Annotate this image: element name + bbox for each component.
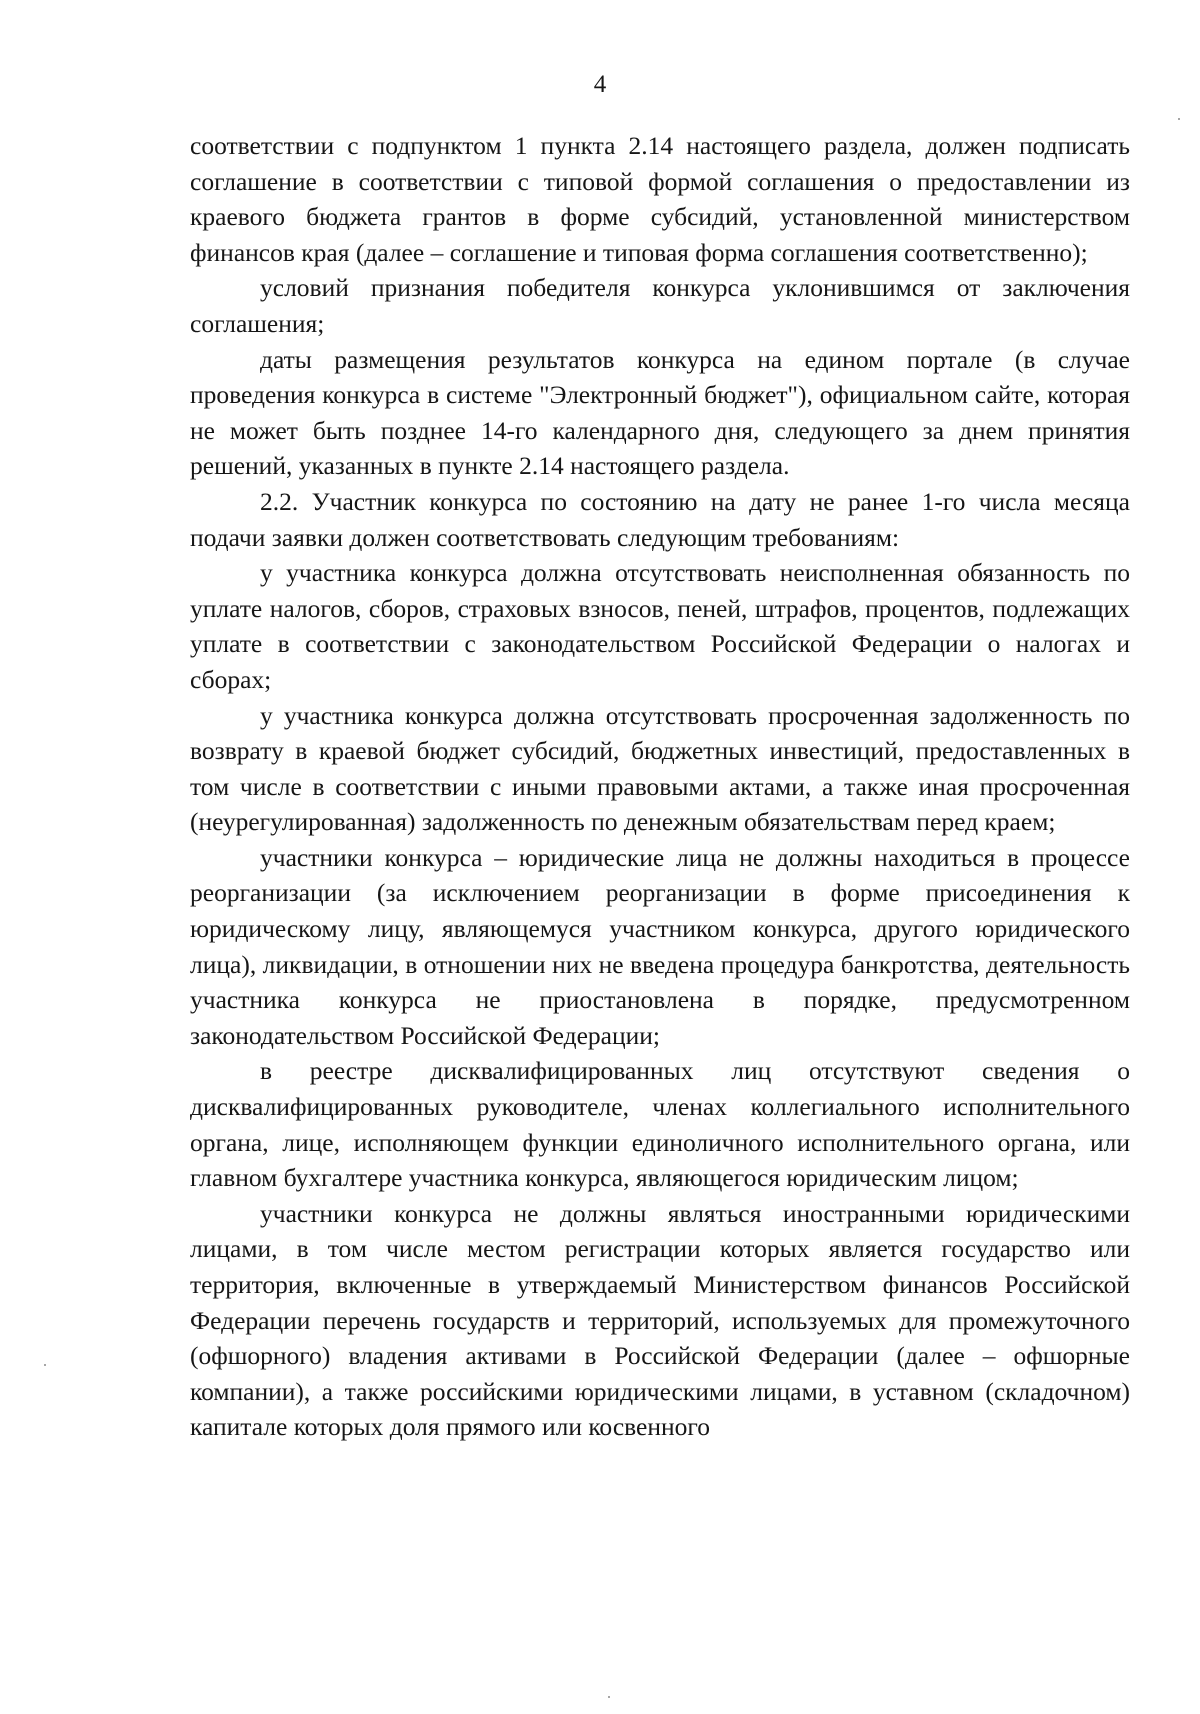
paragraph: в реестре дисквалифицированных лиц отсутствуют сведения о дисквалифицированных руководителе, членах коллегиального исполнительного органа, лице, исполняющем функции единоличного исполнительного органа, или главном бухгалтере участника конкурса, являющегося юридическим лицом;	[190, 1056, 1130, 1193]
paragraph-clause-2-2: 2.2. Участник конкурса по состоянию на дату не ранее 1-го числа месяца подачи заявки должен соответствовать следующим требованиям:	[190, 486, 1130, 552]
page-number: 4	[593, 71, 607, 98]
scan-speck	[608, 1696, 610, 1698]
paragraph: у участника конкурса должна отсутствовать просроченная задолженность по возврату в краевой бюджет субсидий, бюджетных инвестиций, предоставленных в том числе в соответствии с иными правовыми актами, а также иная просроченная (неурегулированная) задолженность по денежным обязательствам перед краем;	[190, 700, 1130, 837]
paragraph: участники конкурса – юридические лица не должны находиться в процессе реорганизации (за исключением реорганизации в форме присоединения к юридическому лицу, являющемуся участником конкурса, другого юридического лица), ликвидации, в отношении них не введена процедура банкротства, деятельность участника конкурса не приостановлена в порядке, предусмотренном законодательством Российской Федерации;	[190, 842, 1130, 1050]
scan-speck	[44, 1364, 46, 1366]
paragraph: даты размещения результатов конкурса на едином портале (в случае проведения конкурса в системе "Электронный бюджет"), официальном сайте, которая не может быть позднее 14-го календарного дня, следующего за днем принятия решений, указанных в пункте 2.14 настоящего раздела.	[190, 344, 1130, 481]
paragraph: участники конкурса не должны являться иностранными юридическими лицами, в том числе местом регистрации которых является государство или территория, включенные в утверждаемый Министерством финансов Российской Федерации перечень государств и территорий, используемых для промежуточного (офшорного) владения активами в Российской Федерации (далее – офшорные компании), а также российскими юридическими лицами, в уставном (складочном) капитале которых доля прямого или косвенного	[190, 1198, 1130, 1442]
paragraph: у участника конкурса должна отсутствовать неисполненная обязанность по уплате налогов, сборов, страховых взносов, пеней, штрафов, процентов, подлежащих уплате в соответствии с законодательством Российской Федерации о налогах и сборах;	[190, 558, 1130, 694]
document-body	[190, 128, 1130, 1445]
paragraph: условий признания победителя конкурса уклонившимся от заключения соглашения;	[190, 273, 1130, 338]
scan-speck	[1178, 118, 1180, 120]
paragraph-continuation: соответствии с подпунктом 1 пункта 2.14 настоящего раздела, должен подписать соглашение в соответствии с типовой формой соглашения о предоставлении из краевого бюджета грантов в форме субсидий, установленной министерством финансов края (далее – соглашение и типовая форма соглашения соответственно);	[190, 131, 1130, 267]
